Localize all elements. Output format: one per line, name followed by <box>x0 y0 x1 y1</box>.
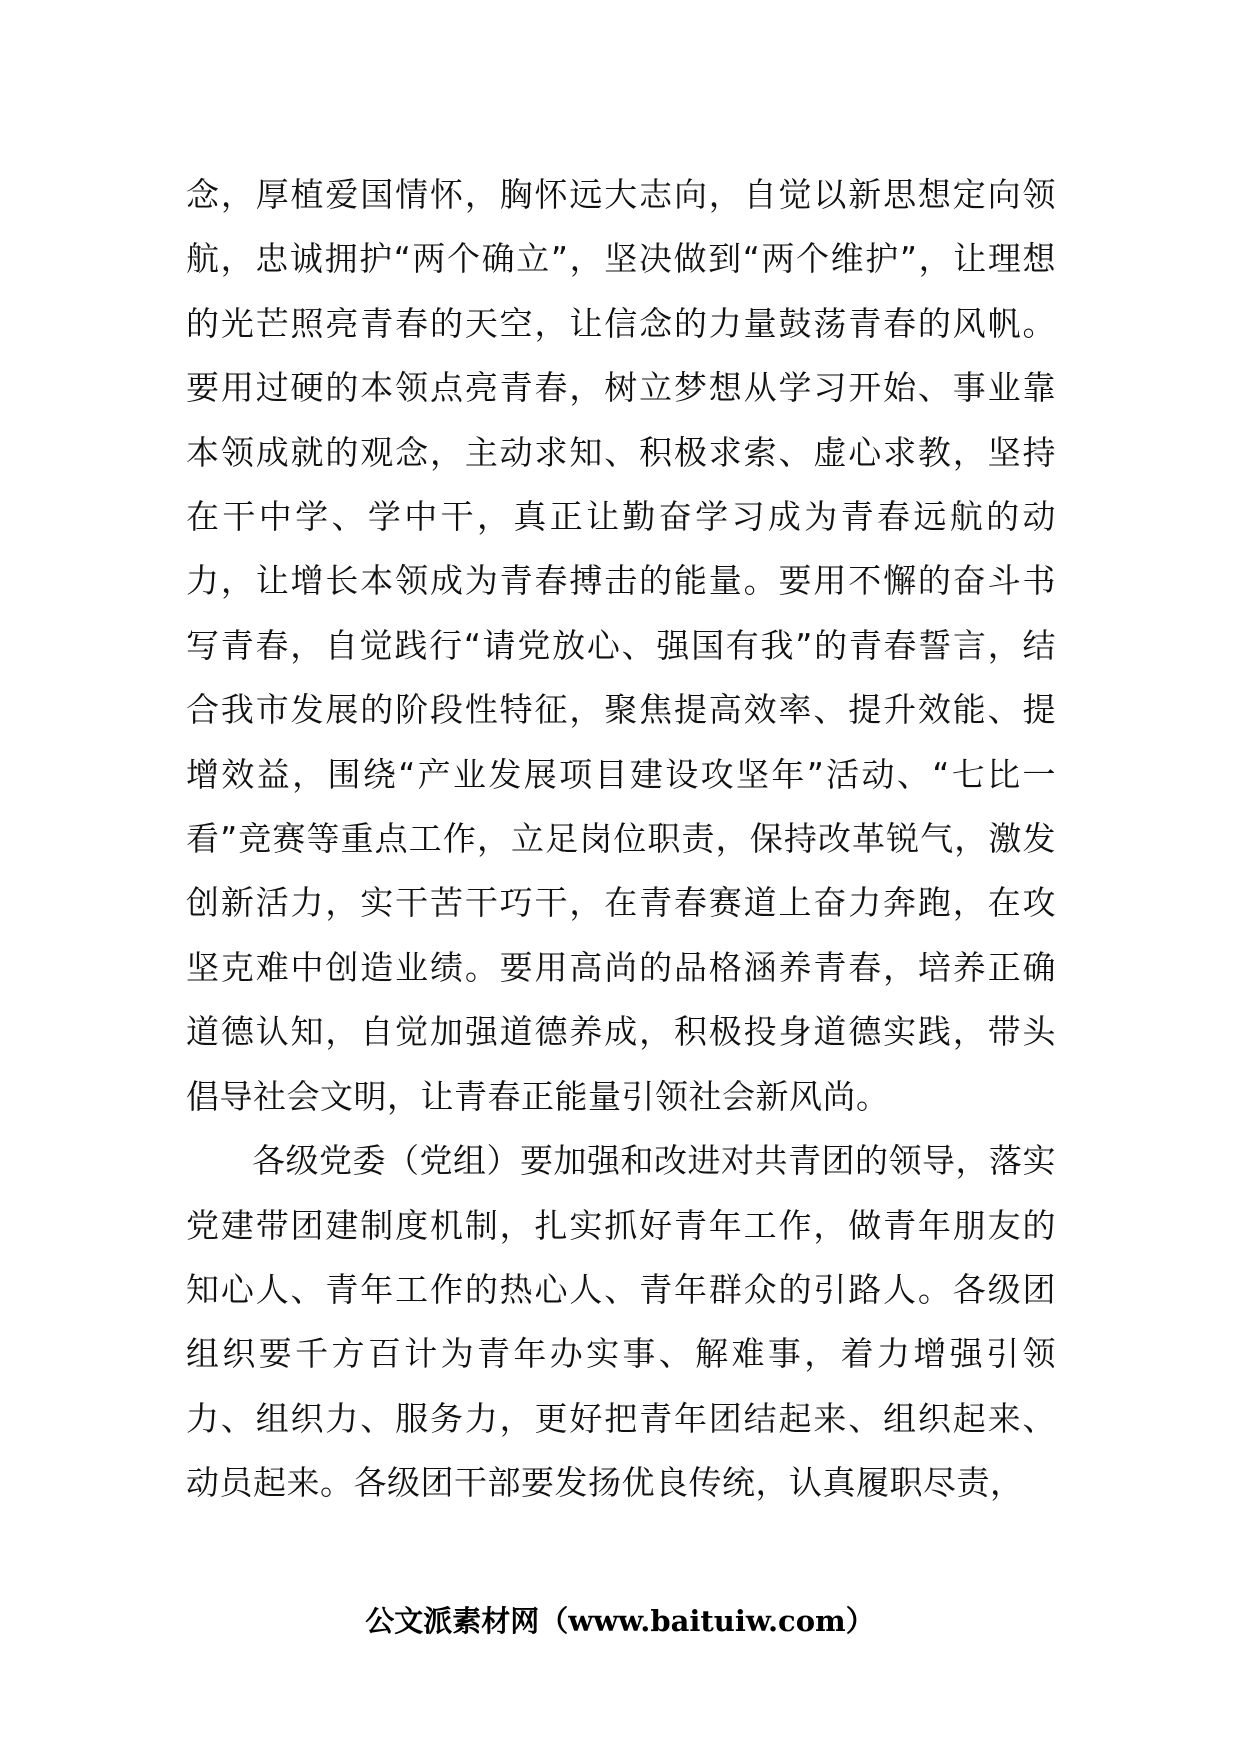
body-paragraph-continued: 念，厚植爱国情怀，胸怀远大志向，自觉以新思想定向领航，忠诚拥护“两个确立”，坚决做到“两个维护”，让理想的光芒照亮青春的天空，让信念的力量鼓荡青春的风帆。要用过硬的本领点亮青春，树立梦想从学习开始、事业靠本领成就的观念，主动求知、积极求索、虚心求教，坚持在干中学、学中干，真正让勤奋学习成为青春远航的动力，让增长本领成为青春搏击的能量。要用不懈的奋斗书写青春，自觉践行“请党放心、强国有我”的青春誓言，结合我市发展的阶段性特征，聚焦提高效率、提升效能、提增效益，围绕“产业发展项目建设攻坚年”活动、“七比一看”竞赛等重点工作，立足岗位职责，保持改革锐气，激发创新活力，实干苦干巧干，在青春赛道上奋力奔跑，在攻坚克难中创造业绩。要用高尚的品格涵养青春，培养正确道德认知，自觉加强道德养成，积极投身道德实践，带头倡导社会文明，让青春正能量引领社会新风尚。 <box>186 175 1056 1116</box>
document-body <box>186 163 1056 1516</box>
footer-watermark: 公文派素材网（www.baituiw.com） <box>365 1604 875 1638</box>
body-paragraph: 各级党委（党组）要加强和改进对共青团的领导，落实党建带团建制度机制，扎实抓好青年工作，做青年朋友的知心人、青年工作的热心人、青年群众的引路人。各级团组织要千方百计为青年办实事、解难事，着力增强引领力、组织力、服务力，更好把青年团结起来、组织起来、动员起来。各级团干部要发扬优良传统，认真履职尽责， <box>186 1141 1056 1503</box>
